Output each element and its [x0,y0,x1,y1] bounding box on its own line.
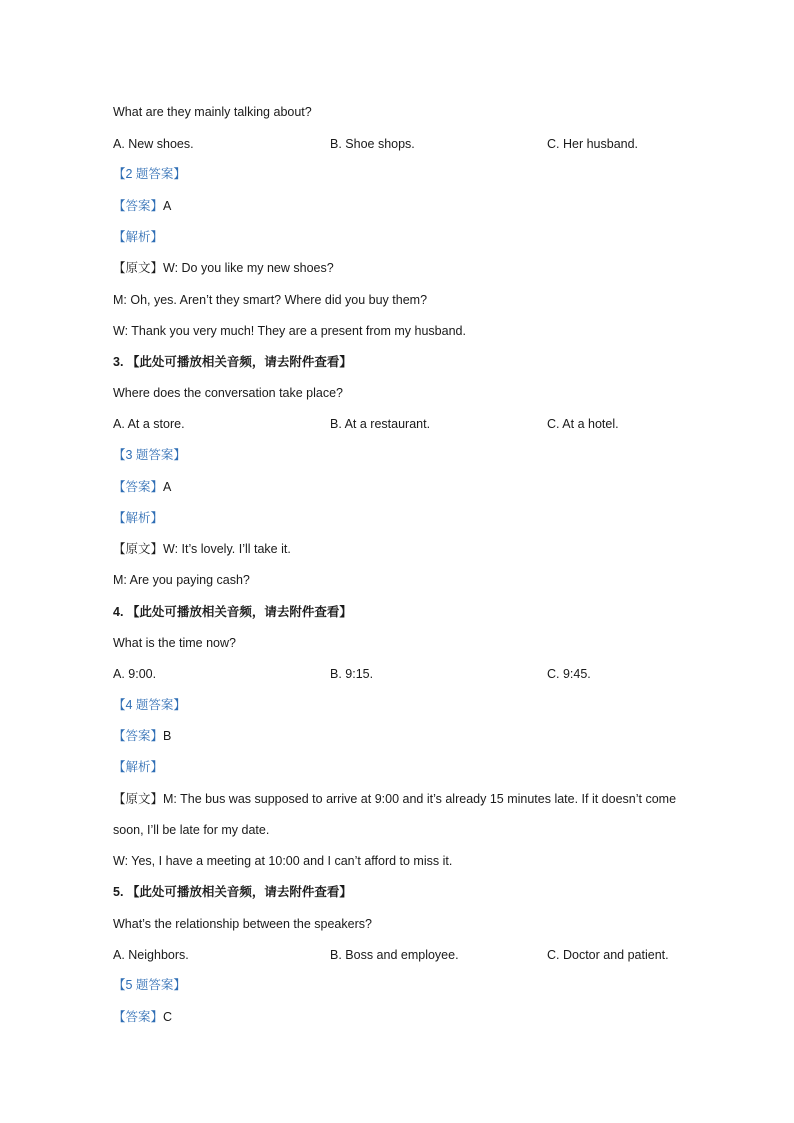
q3-answer [113,479,713,495]
q2-transcript-line: M: Oh, yes. Aren’t they smart? Where did you buy them? [113,293,428,307]
q5-answer [113,1009,713,1025]
transcript-text: M: The bus was supposed to arrive at 9:00 and it’s already 15 minutes late. If it doesn’t come [163,792,677,806]
q2-option-c: C. Her husband. [547,137,639,151]
q3-analysis-label: 【解析】 [113,511,164,525]
transcript-text: W: Do you like my new shoes? [163,261,334,275]
q4-transcript-line: soon, I’ll be late for my date. [113,823,270,837]
transcript-label: 【原文】 [113,261,164,275]
q2-question: What are they mainly talking about? [113,105,312,119]
q4-transcript-line: W: Yes, I have a meeting at 10:00 and I can’t afford to miss it. [113,854,453,868]
answer-label: 【答案】 [113,1010,164,1024]
q2-option-b: B. Shoe shops. [330,137,415,151]
q4-option-b: B. 9:15. [330,667,374,681]
q5-question: What’s the relationship between the speakers? [113,917,372,931]
q2-option-a: A. New shoes. [113,137,194,151]
q3-option-b: B. At a restaurant. [330,417,431,431]
q3-question: Where does the conversation take place? [113,386,343,400]
q2-transcript-line: W: Thank you very much! They are a present from my husband. [113,324,466,338]
answer-value: C [163,1010,173,1024]
q5-option-c: C. Doctor and patient. [547,948,669,962]
q4-answer-header: 【4 题答案】 [113,698,186,712]
q3-answer-header: 【3 题答案】 [113,448,186,462]
answer-label: 【答案】 [113,480,164,494]
q2-transcript-line [113,260,713,276]
q5-option-a: A. Neighbors. [113,948,189,962]
q3-heading: 3. 【此处可播放相关音频，请去附件查看】 [113,355,352,369]
answer-label: 【答案】 [113,729,164,743]
transcript-label: 【原文】 [113,792,164,806]
answer-value: A [163,480,172,494]
q4-option-a: A. 9:00. [113,667,157,681]
q2-analysis-label: 【解析】 [113,230,164,244]
q5-option-b: B. Boss and employee. [330,948,459,962]
q2-answer-header: 【2 题答案】 [113,167,186,181]
q4-option-c: C. 9:45. [547,667,591,681]
q4-transcript-line [113,791,713,807]
q3-option-a: A. At a store. [113,417,185,431]
q3-transcript-line: M: Are you paying cash? [113,573,250,587]
q3-option-c: C. At a hotel. [547,417,619,431]
q3-transcript-line [113,541,713,557]
answer-label: 【答案】 [113,199,164,213]
q2-answer [113,198,713,214]
q5-heading: 5. 【此处可播放相关音频，请去附件查看】 [113,885,352,899]
answer-value: A [163,199,172,213]
q5-answer-header: 【5 题答案】 [113,978,186,992]
q4-analysis-label: 【解析】 [113,760,164,774]
q4-heading: 4. 【此处可播放相关音频，请去附件查看】 [113,605,352,619]
transcript-text: W: It’s lovely. I’ll take it. [163,542,291,556]
q4-answer [113,728,713,744]
q4-question: What is the time now? [113,636,236,650]
transcript-label: 【原文】 [113,542,164,556]
answer-value: B [163,729,172,743]
